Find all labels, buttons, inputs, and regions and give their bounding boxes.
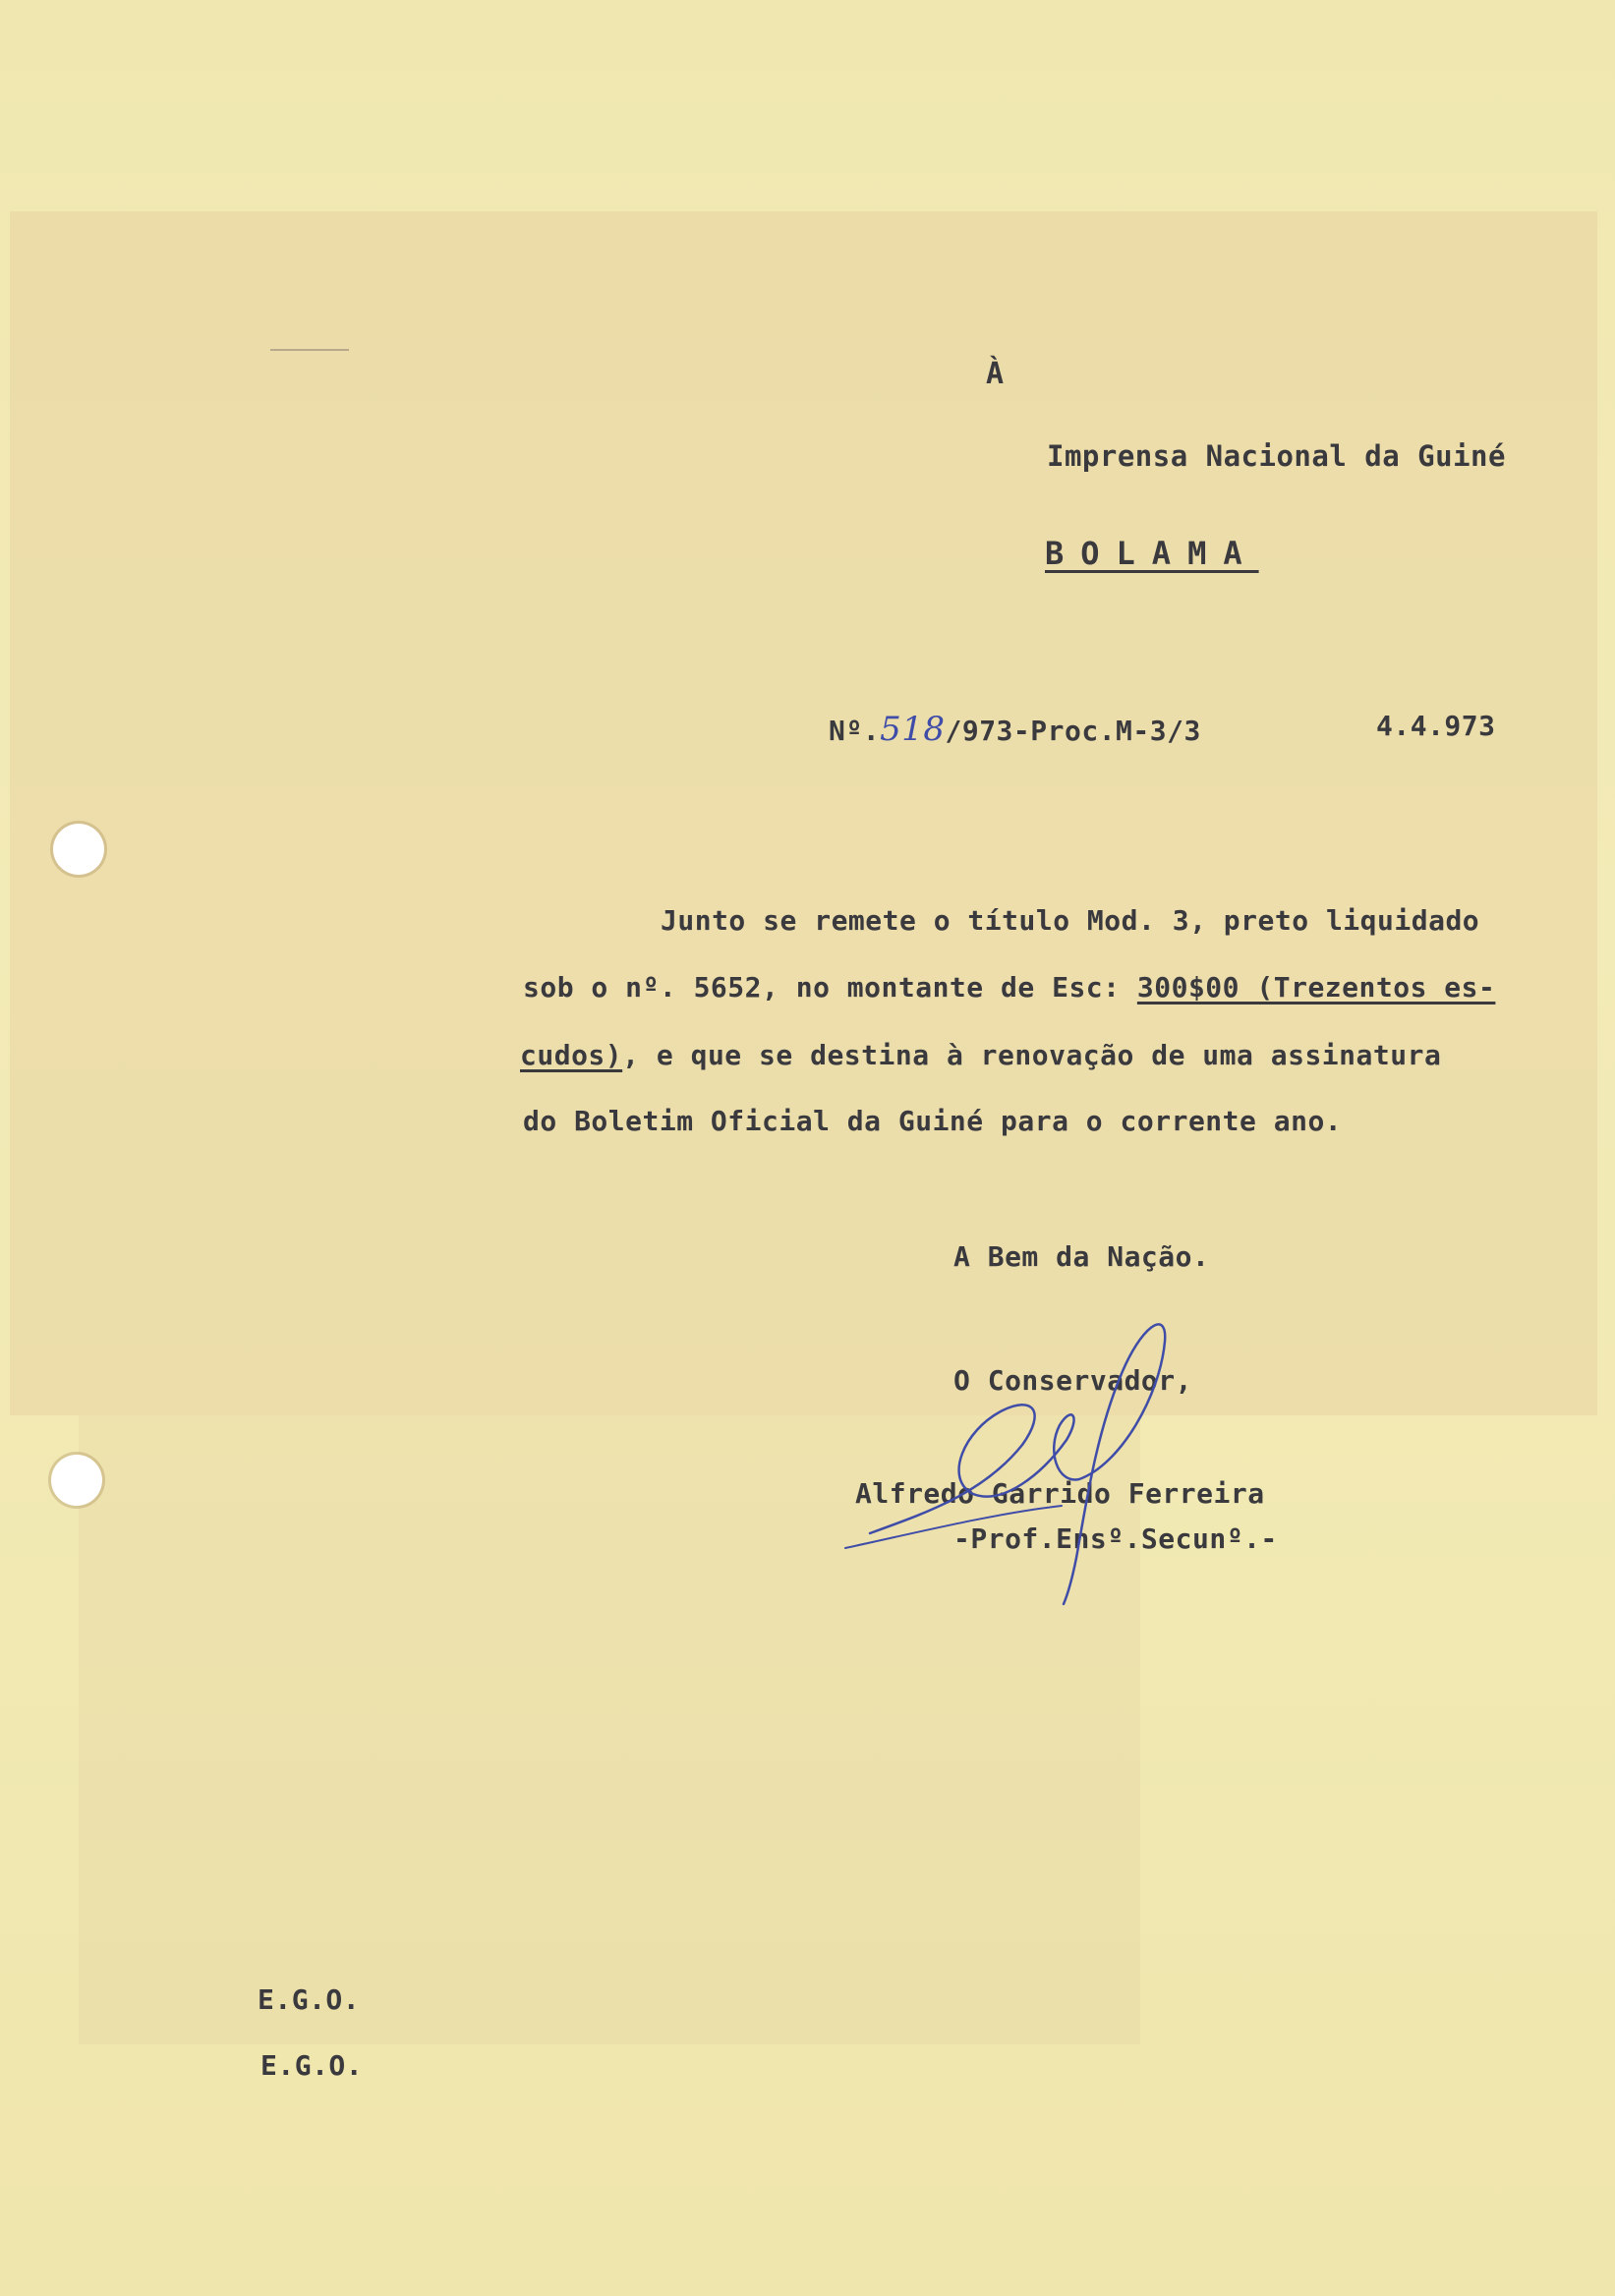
signer-credentials: -Prof.Ensº.Secunº.-: [953, 1522, 1278, 1555]
copy-recipient-2: E.G.O.: [260, 2049, 364, 2082]
closing-formula: A Bem da Nação.: [953, 1240, 1210, 1273]
body-line-3: [520, 1039, 1441, 1071]
signer-name: Alfredo Garrido Ferreira: [855, 1477, 1265, 1510]
amount-underlined: 300$00 (Trezentos es-: [1136, 971, 1496, 1004]
body-line-1: Junto se remete o título Mod. 3, preto liquidado: [661, 904, 1480, 937]
pencil-mark: [270, 349, 349, 351]
body-line-3-text: , e que se destina à renovação de uma assinatura: [622, 1039, 1442, 1071]
recipient-city: BOLAMA: [1045, 535, 1259, 572]
amount-underlined-continued: cudos): [520, 1039, 623, 1071]
handwritten-signature: [836, 1297, 1268, 1612]
letter-date: 4.4.973: [1376, 710, 1496, 742]
reference-handwritten-number: 518: [880, 710, 946, 749]
reference-prefix: Nº.: [829, 715, 881, 747]
body-line-4: do Boletim Oficial da Guiné para o corrente ano.: [523, 1105, 1343, 1137]
salutation: À: [986, 357, 1005, 391]
body-line-2-text: sob o nº. 5652, no montante de Esc:: [523, 971, 1137, 1004]
body-line-2: [523, 971, 1495, 1004]
reference-suffix: /973-Proc.M-3/3: [945, 715, 1201, 747]
paper-stain-upper: [10, 211, 1597, 1415]
recipient-name: Imprensa Nacional da Guiné: [1047, 439, 1506, 473]
copy-recipient-1: E.G.O.: [258, 1983, 361, 2016]
punch-hole-top: [53, 824, 104, 875]
signer-title: O Conservador,: [953, 1364, 1193, 1397]
punch-hole-bottom: [51, 1455, 102, 1506]
reference-number: [829, 710, 1201, 749]
